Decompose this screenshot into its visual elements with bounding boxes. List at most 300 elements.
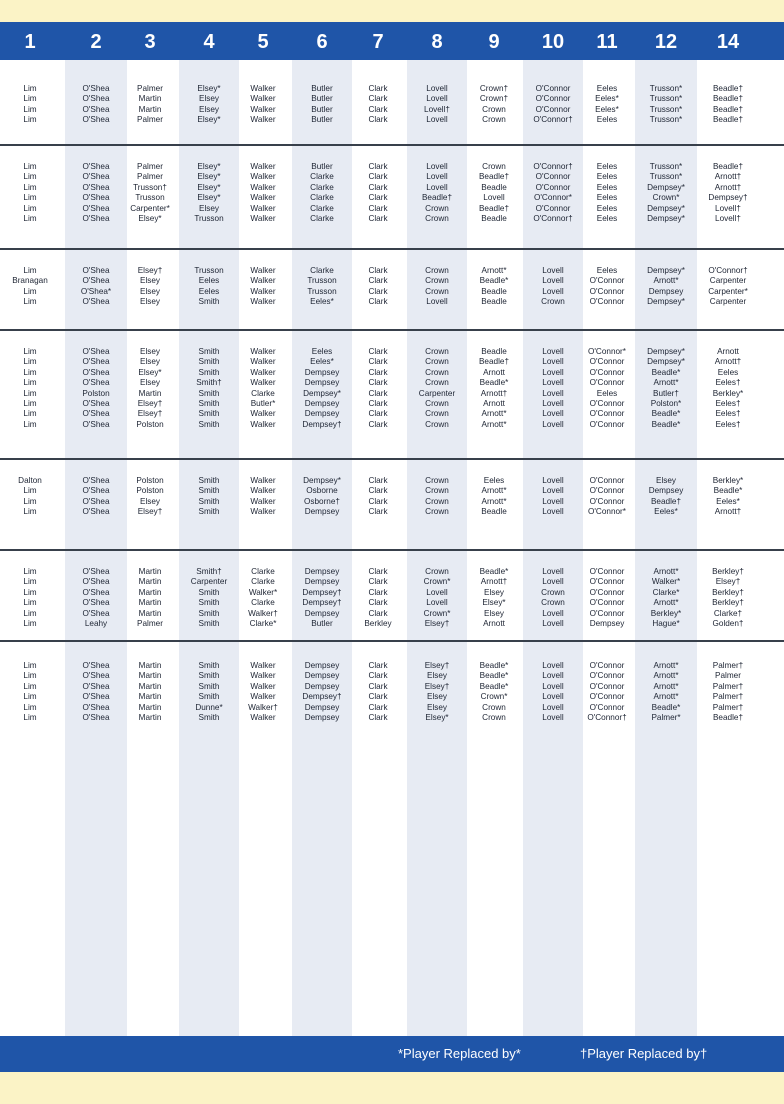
player-cell: Elsey* [197,193,221,203]
player-cell: O'Shea [82,297,110,307]
player-cell: Dempsey [304,713,340,722]
column-number-header: 11 [596,31,618,53]
player-cell: Eeles [596,115,618,125]
player-cell: Lim [23,214,37,223]
block-separator [0,329,784,331]
footer-bar [0,1036,784,1072]
player-cell: Smith [198,713,220,722]
player-cell: Dempsey* [647,297,685,307]
player-cell: Eeles [596,266,618,275]
player-cell: Arnott* [653,661,679,670]
column-number-header: 7 [372,31,384,53]
player-cell: Crown [425,399,449,408]
player-cell: Clark [368,608,388,618]
player-cell: O'Connor [535,182,571,192]
player-cell: Lim [23,619,37,628]
player-cell: Clark [368,84,388,93]
player-cell: O'Shea [82,587,110,597]
player-cell: O'Connor† [533,214,573,223]
player-cell: Elsey† [137,266,163,275]
player-cell: Clark [368,399,388,408]
player-cell: Dempsey [304,681,340,691]
player-cell: Walker [250,486,276,496]
player-cell: O'Shea [82,692,110,702]
player-cell: O'Shea [82,115,110,125]
player-cell: Berkley† [712,587,744,597]
player-cell: Lim [23,297,37,307]
player-cell: Dempsey [304,567,340,576]
player-cell: Lovell [426,84,448,93]
player-cell: O'Connor [589,297,625,307]
player-cell: Walker [250,496,276,506]
player-cell: Eeles† [715,378,741,388]
player-cell: O'Shea [82,702,110,712]
player-cell: O'Connor [589,661,625,670]
player-cell: Martin [138,671,162,681]
player-cell: Berkley [364,619,392,628]
player-cell: Lovell [542,399,564,408]
player-cell: Lovell [426,598,448,608]
player-cell: Crown [425,357,449,367]
player-cell: Smith [198,661,220,670]
player-cell: O'Shea [82,84,110,93]
player-cell: Eeles† [715,409,741,419]
player-cell: Smith [198,692,220,702]
player-cell: Smith† [196,567,222,576]
player-cell: O'Shea [82,661,110,670]
player-cell: Smith [198,598,220,608]
player-cell: O'Connor† [533,115,573,125]
player-cell: Leahy [84,619,108,628]
player-cell: Dempsey* [647,266,685,275]
player-cell: O'Connor [589,367,625,377]
player-cell: Elsey* [197,115,221,125]
column-number-header: 9 [488,31,500,53]
player-cell: Clarke [310,182,334,192]
player-cell: Crown [425,276,449,286]
player-cell: Lim [23,409,37,419]
player-cell: Walker [250,409,276,419]
player-cell: Lim [23,486,37,496]
player-cell: Elsey [198,104,220,114]
player-cell: Trusson* [649,115,683,125]
player-cell: Beadle* [479,567,509,576]
player-cell: Beadle [481,182,507,192]
player-cell: Lovell [426,172,448,182]
player-cell: Carpenter* [130,203,170,213]
player-cell: Lim [23,203,37,213]
player-cell: Clark [368,702,388,712]
player-cell: Lim [23,115,37,125]
player-cell: Walker [250,193,276,203]
player-cell: Branagan [12,276,48,286]
player-cell: Dempsey† [708,193,748,203]
player-cell: Walker [250,419,276,429]
player-cell: Walker [250,94,276,104]
player-cell: Beadle† [650,496,682,506]
player-cell: Beadle* [479,378,509,388]
player-cell: Crown [425,286,449,296]
player-cell: Palmer [137,84,163,93]
player-cell: O'Shea [82,476,110,485]
player-cell: O'Shea [82,507,110,517]
player-cell: Butler [311,84,333,93]
player-cell: Clarke [251,577,275,587]
player-cell: O'Connor [535,94,571,104]
player-cell: Walker [250,203,276,213]
player-cell: Clark [368,297,388,307]
player-cell: Lim [23,347,37,356]
player-cell: Crown [482,115,506,125]
player-cell: Crown* [652,193,680,203]
block-separator [0,248,784,250]
player-cell: Smith [198,399,220,408]
player-cell: Dempsey* [647,203,685,213]
player-cell: Elsey† [424,681,450,691]
player-cell: Eeles* [716,496,740,506]
column-number-header: 5 [257,31,269,53]
player-cell: O'Connor [589,476,625,485]
player-cell: Lovell [542,496,564,506]
player-cell: Lim [23,496,37,506]
player-cell: Osborne† [304,496,340,506]
player-cell: Crown [425,409,449,419]
player-cell: Eeles [198,276,220,286]
player-cell: Smith [198,367,220,377]
block-separator [0,458,784,460]
player-cell: Lovell [542,378,564,388]
player-cell: Beadle† [478,357,510,367]
player-cell: Eeles* [595,104,619,114]
player-cell: Palmer† [712,702,744,712]
player-cell: Lim [23,577,37,587]
player-cell: Clarke [251,388,275,398]
player-cell: Elsey† [715,577,741,587]
player-cell: Crown [541,598,565,608]
player-cell: Eeles* [595,94,619,104]
player-cell: Lovell [542,692,564,702]
player-cell: Crown [425,367,449,377]
player-cell: Walker [250,84,276,93]
player-cell: Lovell [542,266,564,275]
player-cell: Eeles† [715,399,741,408]
player-cell: Crown [541,587,565,597]
player-cell: Lovell [542,276,564,286]
player-cell: Dalton [18,476,42,485]
player-cell: Dempsey [589,619,625,628]
player-cell: Clarke† [713,608,743,618]
player-cell: Dempsey [304,399,340,408]
player-cell: Clark [368,347,388,356]
player-cell: Lovell [542,681,564,691]
player-cell: Lim [23,587,37,597]
player-cell: Clark [368,162,388,171]
player-cell: Arnott [483,619,505,628]
player-cell: Butler† [653,388,679,398]
column-number-header: 8 [431,31,443,53]
player-cell: Clark [368,193,388,203]
player-cell: Elsey [139,347,161,356]
player-cell: Walker [250,692,276,702]
player-cell: Dempsey* [647,182,685,192]
player-cell: Walker [250,378,276,388]
player-cell: Elsey* [425,713,449,722]
player-cell: Eeles [596,193,618,203]
player-cell: Lim [23,419,37,429]
player-cell: Trusson [135,193,165,203]
player-cell: Martin [138,702,162,712]
player-cell: O'Connor [589,419,625,429]
player-cell: Arnott† [714,182,742,192]
player-cell: Lovell† [715,214,741,223]
player-cell: Dempsey† [302,692,342,702]
player-cell: Eeles† [715,419,741,429]
player-cell: Walker [250,172,276,182]
player-cell: Eeles [596,84,618,93]
player-cell: O'Shea [82,496,110,506]
player-cell: Lim [23,266,37,275]
player-cell: Clark [368,661,388,670]
player-cell: Trusson [307,286,337,296]
player-cell: Polston [136,486,164,496]
player-cell: Walker [250,115,276,125]
player-cell: Arnott† [714,357,742,367]
player-cell: Beadle† [478,172,510,182]
player-cell: O'Connor [589,598,625,608]
player-cell: Dempsey [304,577,340,587]
player-cell: Beadle† [712,94,744,104]
player-cell: Walker [250,507,276,517]
player-cell: Palmer [137,619,163,628]
player-cell: Dempsey [648,486,684,496]
player-cell: Crown [425,496,449,506]
player-cell: Walker [250,286,276,296]
player-cell: O'Connor [589,702,625,712]
player-cell: Crown [425,347,449,356]
player-cell: Beadle [481,507,507,517]
player-cell: O'Shea [82,419,110,429]
player-cell: Clarke [310,193,334,203]
player-cell: Lovell [542,577,564,587]
player-cell: Clark [368,94,388,104]
player-cell: Crown [541,297,565,307]
player-cell: O'Shea [82,182,110,192]
player-cell: Elsey [139,357,161,367]
player-cell: Lovell [542,486,564,496]
player-cell: Elsey* [138,214,162,223]
player-cell: Lim [23,692,37,702]
player-cell: Walker [250,357,276,367]
player-cell: Lovell [542,608,564,618]
player-cell: O'Connor [589,357,625,367]
player-cell: O'Shea [82,193,110,203]
player-cell: Martin [138,681,162,691]
player-cell: Smith [198,297,220,307]
player-cell: Martin [138,567,162,576]
player-cell: Lim [23,681,37,691]
player-cell: Lovell [542,347,564,356]
player-cell: Beadle* [651,702,681,712]
player-cell: Trusson [194,214,224,223]
player-cell: Arnott* [481,266,507,275]
player-cell: Arnott [483,367,505,377]
player-cell: Eeles [717,367,739,377]
player-cell: Lim [23,84,37,93]
player-cell: Trusson† [133,182,167,192]
player-cell: Carpenter [418,388,456,398]
player-cell: Arnott† [714,507,742,517]
player-cell: O'Shea [82,104,110,114]
player-cell: O'Shea [82,378,110,388]
player-cell: Clarke [310,172,334,182]
player-cell: Dempsey [304,507,340,517]
player-cell: Trusson [307,276,337,286]
player-cell: Clark [368,266,388,275]
player-cell: O'Connor [535,172,571,182]
player-cell: O'Shea [82,172,110,182]
player-cell: Clark [368,496,388,506]
player-cell: Elsey [198,203,220,213]
column-number-header: 2 [90,31,102,53]
player-cell: Beadle* [651,419,681,429]
player-cell: Arnott† [480,577,508,587]
player-cell: Elsey† [137,409,163,419]
player-cell: Crown [425,476,449,485]
player-cell: Beadle† [712,162,744,171]
player-cell: Berkley* [712,476,744,485]
player-cell: Arnott* [653,681,679,691]
player-cell: Lovell [542,388,564,398]
player-cell: Trusson* [649,172,683,182]
player-cell: Clark [368,587,388,597]
player-cell: Carpenter [709,276,747,286]
player-cell: Elsey [198,94,220,104]
player-cell: O'Connor [589,567,625,576]
player-cell: O'Shea [82,347,110,356]
player-cell: Dempsey [304,671,340,681]
player-cell: Clark [368,409,388,419]
player-cell: Polston [136,476,164,485]
player-cell: O'Connor [589,577,625,587]
player-cell: O'Connor* [588,347,626,356]
player-cell: Crown† [479,94,509,104]
player-cell: Elsey [426,702,448,712]
player-cell: Clark [368,692,388,702]
block-separator [0,640,784,642]
player-cell: Elsey [139,378,161,388]
player-cell: Elsey† [424,661,450,670]
player-cell: Lovell [426,162,448,171]
player-cell: Crown [425,378,449,388]
player-cell: Eeles [596,172,618,182]
player-cell: Walker* [651,577,681,587]
player-cell: O'Shea [82,681,110,691]
player-cell: Smith [198,357,220,367]
column-header-bar [0,22,784,60]
player-cell: Clark [368,276,388,286]
player-cell: Elsey† [137,507,163,517]
player-cell: O'Connor† [587,713,627,722]
player-cell: Crown* [423,577,451,587]
player-cell: Clarke [310,214,334,223]
player-cell: O'Connor [589,671,625,681]
player-cell: Walker [250,297,276,307]
player-cell: Clark [368,388,388,398]
column-number-header: 6 [316,31,328,53]
player-cell: Crown [425,567,449,576]
player-cell: Beadle† [421,193,453,203]
player-cell: Lim [23,378,37,388]
player-cell: Lovell† [424,104,450,114]
player-cell: Elsey [139,297,161,307]
player-cell: Dempsey [304,702,340,712]
player-cell: Lim [23,388,37,398]
player-cell: Beadle* [651,409,681,419]
player-cell: Lim [23,507,37,517]
player-cell: Clark [368,172,388,182]
player-cell: Crown [482,104,506,114]
player-cell: Smith† [196,378,222,388]
player-cell: Palmer [137,172,163,182]
player-cell: Lovell [542,476,564,485]
player-cell: Hague* [652,619,680,628]
player-cell: Smith [198,347,220,356]
player-cell: Crown* [423,608,451,618]
player-cell: Eeles [596,162,618,171]
block-separator [0,549,784,551]
player-cell: O'Shea [82,608,110,618]
player-cell: Beadle* [713,486,743,496]
player-cell: Berkley† [712,598,744,608]
player-cell: Dempsey [304,409,340,419]
player-cell: Lim [23,193,37,203]
player-cell: Palmer† [712,681,744,691]
column-number-header: 3 [144,31,156,53]
player-cell: Eeles [596,214,618,223]
player-cell: Elsey* [138,367,162,377]
player-cell: Carpenter [190,577,228,587]
player-cell: Walker [250,214,276,223]
player-cell: Dempsey† [302,598,342,608]
player-cell: O'Shea* [80,286,112,296]
player-cell: O'Shea [82,399,110,408]
player-cell: Beadle† [712,84,744,93]
player-cell: Dempsey* [647,357,685,367]
player-cell: Dunne* [195,702,223,712]
player-cell: Lovell [542,409,564,419]
player-cell: Elsey [139,276,161,286]
player-cell: Beadle [481,347,507,356]
player-cell: Elsey* [197,162,221,171]
player-cell: Clark [368,203,388,213]
player-cell: Elsey* [197,172,221,182]
player-cell: Trusson* [649,84,683,93]
column-number-header: 14 [716,31,740,53]
player-cell: Lovell [426,297,448,307]
player-cell: Lim [23,104,37,114]
player-cell: O'Connor [589,286,625,296]
player-cell: Lim [23,162,37,171]
player-cell: Crown* [480,692,508,702]
player-cell: Walker [250,661,276,670]
player-cell: Dempsey* [647,214,685,223]
player-cell: Smith [198,388,220,398]
player-cell: Dempsey† [302,587,342,597]
player-cell: Walker [250,347,276,356]
player-cell: Lovell [542,367,564,377]
player-cell: Butler [311,94,333,104]
player-cell: O'Connor [589,496,625,506]
